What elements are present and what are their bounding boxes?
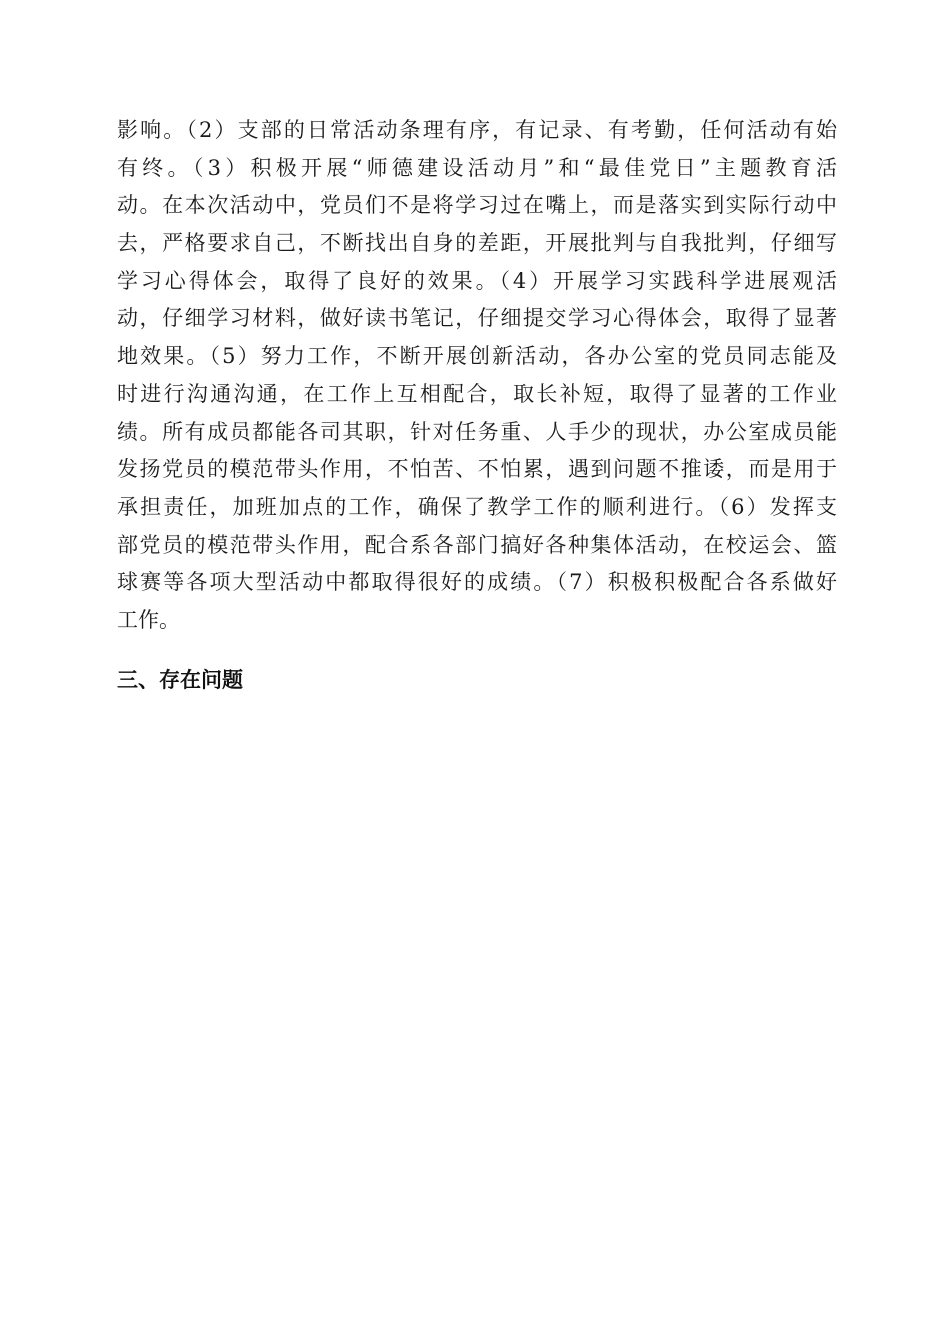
paragraph-line: 地效果。（5）努力工作，不断开展创新活动，各办公室的党员同志能及 [117, 344, 837, 369]
body-paragraph [117, 112, 837, 640]
paragraph-line: 时进行沟通沟通，在工作上互相配合，取长补短，取得了显著的工作业 [117, 381, 837, 406]
paragraph-line: 部党员的模范带头作用，配合系各部门搞好各种集体活动，在校运会、篮 [117, 532, 837, 557]
section-heading: 三、存在问题 [117, 668, 243, 692]
paragraph-line: 承担责任，加班加点的工作，确保了教学工作的顺利进行。（6）发挥支 [117, 494, 837, 519]
paragraph-line: 球赛等各项大型活动中都取得很好的成绩。（7）积极积极配合各系做好 [117, 570, 837, 595]
paragraph-line: 绩。所有成员都能各司其职，针对任务重、人手少的现状，办公室成员能 [117, 419, 837, 444]
paragraph-line: 动，仔细学习材料，做好读书笔记，仔细提交学习心得体会，取得了显著 [117, 306, 837, 331]
paragraph-line: 发扬党员的模范带头作用，不怕苦、不怕累，遇到问题不推诿，而是用于 [117, 457, 837, 482]
paragraph-line: 影响。（2）支部的日常活动条理有序，有记录、有考勤，任何活动有始 [117, 118, 837, 142]
paragraph-line: 去，严格要求自己，不断找出自身的差距，开展批判与自我批判，仔细写 [117, 231, 837, 256]
paragraph-line: 动。在本次活动中，党员们不是将学习过在嘴上，而是落实到实际行动中 [117, 193, 837, 218]
paragraph-line: 工作。 [117, 607, 180, 632]
paragraph-line: 学习心得体会，取得了良好的效果。（4）开展学习实践科学进展观活 [117, 268, 837, 293]
paragraph-line: 有终。（3）积极开展“师德建设活动月”和“最佳党日”主题教育活 [117, 155, 837, 180]
